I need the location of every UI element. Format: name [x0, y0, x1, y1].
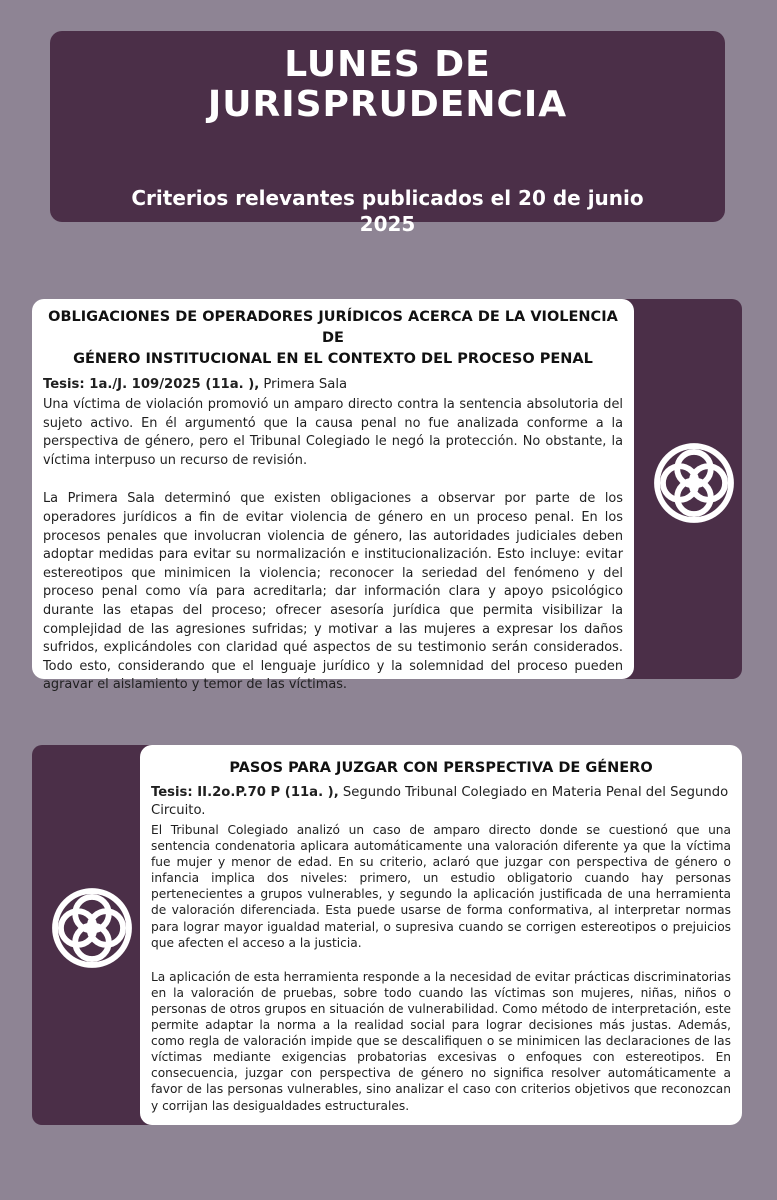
page-subtitle	[110, 185, 665, 237]
section2-tesis	[151, 784, 731, 820]
emblem-icon	[652, 441, 736, 525]
section1-tesis-id: Tesis: 1a./J. 109/2025 (11a. ),	[43, 377, 260, 392]
page-title	[50, 45, 725, 125]
section2-tesis-id: Tesis: II.2o.P.70 P (11a. ),	[151, 785, 339, 800]
section2-title: PASOS PARA JUZGAR CON PERSPECTIVA DE GÉNERO	[229, 760, 653, 776]
section1-title-line-2: GÉNERO INSTITUCIONAL EN EL CONTEXTO DEL PROCESO PENAL	[73, 351, 593, 367]
header-banner	[50, 31, 725, 236]
section1-card	[32, 299, 634, 693]
section1-title	[43, 307, 623, 370]
section1-paragraph-2: La Primera Sala determinó que existen obligaciones a observar por parte de los operadores jurídicos a fin de evitar violencia de género en un proceso penal. En los procesos penales que involucran violencia de género, las autoridades judiciales deben adoptar medidas para evitar su normalización e institucionalización. Esto incluye: evitar estereotipos que minimicen la violencia; reconocer la seriedad del fenómeno y del proceso penal como vía para acreditarla; dar información clara y apoyo psicológico durante las etapas del proceso; ofrecer asesoría jurídica que permita visibilizar la complejidad de las agresiones sufridas; y motivar a las mujeres a expresar los daños sufridos, explicándoles con claridad qué aspectos de su testimonio serán considerados. Todo esto, considerando que el lenguaje jurídico y la solemnidad del proceso pueden agravar el aislamiento y temor de las víctimas.	[43, 491, 623, 693]
section2-paragraph-1: El Tribunal Colegiado analizó un caso de amparo directo donde se cuestionó que una sentencia condenatoria aplicara automáticamente una valoración diferente ya que la víctima fue mujer y menor de edad. En su criterio, aclaró que juzgar con perspectiva de género o infancia implica dos niveles: primero, un estudio obligatorio cuando hay personas pertenecientes a grupos vulnerables, y segundo la aplicación justificada de una herramienta de valoración diferenciada. Esta puede usarse de forma conformativa, al interpretar normas para lograr mayor igualdad material, o supresiva cuando se corrigen estereotipos o prejuicios que afecten el acceso a la justicia.	[151, 823, 731, 950]
section1-tesis	[43, 376, 623, 394]
section2-tesis-court: Segundo Tribunal Colegiado en Materia Penal del Segundo Circuito.	[151, 785, 729, 818]
subtitle-line-1: Criterios relevantes publicados el 20 de junio	[131, 186, 644, 210]
section1-title-line-1: OBLIGACIONES DE OPERADORES JURÍDICOS ACERCA DE LA VIOLENCIA DE	[48, 309, 618, 346]
title-line-1: LUNES DE	[284, 44, 491, 85]
section1-paragraph-1: Una víctima de violación promovió un amparo directo contra la sentencia absolutoria del sujeto activo. En él argumentó que la causa penal no fue analizada conforme a la perspectiva de género, pero el Tribunal Colegiado le negó la protección. No obstante, la víctima interpuso un recurso de revisión.	[43, 397, 623, 468]
section2-card	[140, 745, 742, 1125]
section1-tesis-court: Primera Sala	[259, 377, 348, 392]
emblem-icon	[50, 886, 134, 970]
title-line-2: JURISPRUDENCIA	[207, 84, 568, 125]
subtitle-line-2: 2025	[359, 212, 416, 236]
section2-paragraph-2: La aplicación de esta herramienta responde a la necesidad de evitar prácticas discriminatorias en la valoración de pruebas, sobre todo cuando las víctimas son mujeres, niñas, niños o personas de otros grupos en situación de vulnerabilidad. Como método de interpretación, este permite adaptar la norma a la realidad social para lograr decisiones más justas. Además, como regla de valoración impide que se descalifiquen o se minimicen las declaraciones de las víctimas mediante exigencias probatorias excesivas o enfoques con estereotipos. En consecuencia, juzgar con perspectiva de género no significa resolver automáticamente a favor de las personas vulnerables, sino analizar el caso con criterios objetivos que reconozcan y corrijan las desigualdades estructurales.	[151, 969, 731, 1113]
